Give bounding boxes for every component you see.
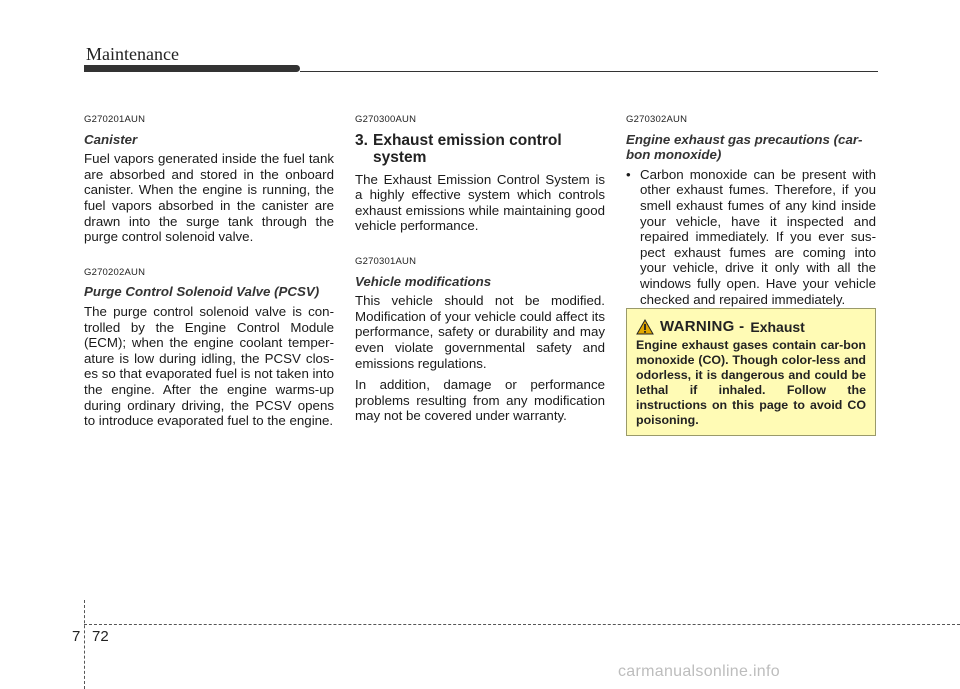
- heading-number: 3.: [355, 131, 368, 149]
- section-text: Fuel vapors generated inside the fuel tank are absorbed and stored in the onboard canister. When the engine is running, the fuel vapors absorbed in the canister are drawn into the surge tank through the purge control solenoid valve.: [84, 151, 334, 245]
- column-3: [626, 112, 876, 307]
- section-title: Canister: [84, 131, 138, 147]
- warning-label: WARNING -: [660, 318, 745, 335]
- bullet-text: Carbon monoxide can be present with other exhaust fumes. Therefore, if you smell exhaust fumes of any kind inside your vehicle, have it inspected and repaired immediately. If you ever sus-pect exhaust fumes are coming into your vehicle, drive it only with all the windows fully open. Have your vehicle checked and repaired immediately.: [640, 166, 876, 307]
- heading-line-2: system: [373, 148, 427, 166]
- section-title: Vehicle modifications: [355, 273, 492, 289]
- warning-topic: Exhaust: [750, 318, 805, 335]
- section-code: G270302AUN: [626, 114, 688, 125]
- section-code: G270202AUN: [84, 266, 146, 278]
- column-1: [84, 112, 334, 435]
- page-title: Maintenance: [86, 44, 179, 64]
- section-text: This vehicle should not be modified. Modification of your vehicle could affect its performance, safety or durability and may even violate governmental safety and emissions regulations.: [355, 293, 605, 371]
- footer-divider: [84, 600, 85, 689]
- warning-text: Engine exhaust gases contain car-bon monoxide (CO). Though color-less and odorless, it is dangerous and could be lethal if inhaled. Follow the instructions on this page to avoid CO poisoning.: [636, 338, 866, 427]
- section-text: The Exhaust Emission Control System is a highly effective system which controls exhaust emissions while maintaining good vehicle performance.: [355, 171, 605, 234]
- section-title: Engine exhaust gas precautions (car-bon monoxide): [626, 131, 863, 163]
- bullet-item: [626, 167, 876, 307]
- section-code: G270300AUN: [355, 114, 417, 125]
- section-text: The purge control solenoid valve is con-trolled by the Engine Control Module (ECM); when the engine coolant temper-ature is low during idling, the PCSV clos-es so that evaporated fuel is not taken into the engine. After the engine warms-up during ordinary driving, the PCSV opens to introduce evaporated fuel to the engine.: [84, 303, 334, 429]
- warning-box: [626, 308, 876, 436]
- section-text: In addition, damage or performance problems resulting from any modification may not be covered under warranty.: [355, 377, 605, 424]
- header-rule: [300, 71, 878, 72]
- column-2: [355, 112, 605, 430]
- bullet-dot: •: [626, 166, 631, 182]
- heading-line-1: Exhaust emission control: [373, 131, 562, 149]
- chapter-number: 7: [72, 628, 81, 645]
- warning-title: [636, 318, 866, 335]
- warning-triangle-icon: [636, 319, 654, 335]
- footer-rule: [84, 624, 960, 625]
- section-code: G270301AUN: [355, 255, 417, 267]
- section-code: G270201AUN: [84, 114, 146, 125]
- section-heading: [355, 132, 605, 166]
- header-bar: [84, 65, 300, 72]
- watermark: carmanualsonline.info: [618, 663, 780, 680]
- page-number: 72: [92, 628, 109, 645]
- section-title: Purge Control Solenoid Valve (PCSV): [84, 284, 320, 300]
